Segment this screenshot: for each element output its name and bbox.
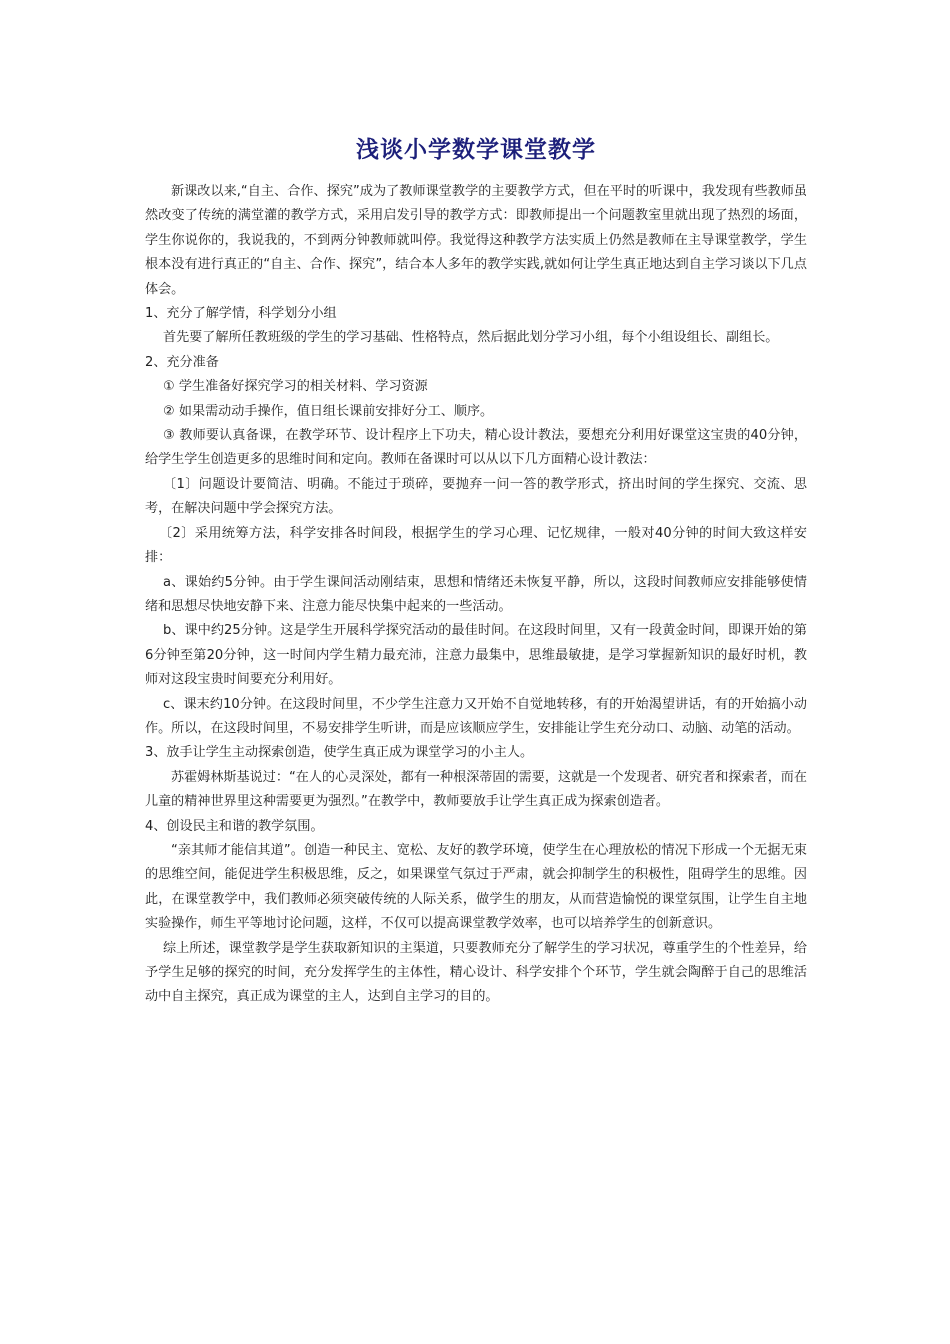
paragraph-intro: 新课改以来,“自主、合作、探究”成为了教师课堂教学的主要教学方式，但在平时的听课中，我发现有些教师虽然改变了传统的满堂灌的教学方式，采用启发引导的教学方式：即教师提出一个问题教室里就出现了热烈的场面，学生你说你的，我说我的，不到两分钟教师就叫停。我觉得这种教学方法实质上仍然是教师在主导课堂教学，学生根本没有进行真正的“自主、合作、探究”，结合本人多年的教学实践,就如何让学生真正地达到自主学习谈以下几点体会。	[145, 184, 807, 297]
section-heading-2: 2、充分准备	[145, 354, 219, 370]
document-title: 浅谈小学数学课堂教学	[356, 137, 596, 163]
list-item: ③ 教师要认真备课，在教学环节、设计程序上下功夫，精心设计教法，要想充分利用好课堂这宝贵的40分钟，给学生学生创造更多的思维时间和定向。教师在备课时可以从以下几方面精心设计教法：	[145, 428, 807, 468]
document-page	[145, 132, 807, 1010]
sub-list-item: a、课始约5分钟。由于学生课间活动刚结束，思想和情绪还未恢复平静，所以，这段时间教师应安排能够使情绪和思想尽快地安静下来、注意力能尽快集中起来的一些活动。	[145, 574, 807, 614]
paragraph: 苏霍姆林斯基说过：“在人的心灵深处，都有一种根深蒂固的需要，这就是一个发现者、研究者和探索者，而在儿童的精神世界里这种需要更为强烈。”在教学中，教师要放手让学生真正成为探索创造者。	[145, 769, 807, 810]
list-item: ① 学生准备好探究学习的相关材料、学习资源	[163, 379, 428, 395]
paragraph: “亲其师才能信其道”。创造一种民主、宽松、友好的教学环境，使学生在心理放松的情况下形成一个无据无束的思维空间，能促进学生积极思维，反之，如果课堂气氛过于严肃，就会抑制学生的积极性，阻碍学生的思维。因此，在课堂教学中，我们教师必须突破传统的人际关系，做学生的朋友，从而营造愉悦的课堂氛围，让学生自主地实验操作，师生平等地讨论问题，这样，不仅可以提高课堂教学效率，也可以培养学生的创新意识。	[145, 842, 807, 932]
section-heading-1: 1、充分了解学情，科学划分小组	[145, 306, 337, 322]
paragraph-conclusion: 综上所述，课堂教学是学生获取新知识的主渠道，只要教师充分了解学生的学习状况，尊重学生的个性差异，给予学生足够的探究的时间，充分发挥学生的主体性，精心设计、科学安排个个环节，学生就会陶醉于自己的思维活动中自主探究，真正成为课堂的主人，达到自主学习的目的。	[145, 940, 807, 1005]
section-heading-3: 3、放手让学生主动探索创造，使学生真正成为课堂学习的小主人。	[145, 745, 534, 761]
paragraph: 首先要了解所任教班级的学生的学习基础、性格特点，然后据此划分学习小组，每个小组设组长、副组长。	[163, 330, 779, 346]
sub-list-item: c、课末约10分钟。在这段时间里，不少学生注意力又开始不自觉地转移，有的开始渴望讲话，有的开始搞小动作。所以，在这段时间里，不易安排学生听讲，而是应该顺应学生，安排能让学生充分动口、动脑、动笔的活动。	[145, 696, 807, 736]
section-heading-4: 4、创设民主和谐的教学氛围。	[145, 818, 324, 834]
sub-list-item: 〔2〕采用统筹方法，科学安排各时间段，根据学生的学习心理、记忆规律，一般对40分钟的时间大致这样安排：	[145, 525, 807, 566]
sub-list-item: b、课中约25分钟。这是学生开展科学探究活动的最佳时间。在这段时间里，又有一段黄金时间，即课开始的第6分钟至第20分钟，这一时间内学生精力最充沛，注意力最集中，思维最敏捷，是学习掌握新知识的最好时机，教师对这段宝贵时间要充分利用好。	[145, 623, 807, 688]
list-item: ② 如果需动动手操作，值日组长课前安排好分工、顺序。	[163, 403, 494, 419]
sub-list-item: 〔1〕问题设计要简洁、明确。不能过于琐碎，要抛弃一问一答的教学形式，挤出时间的学生探究、交流、思考，在解决问题中学会探究方法。	[145, 476, 807, 517]
